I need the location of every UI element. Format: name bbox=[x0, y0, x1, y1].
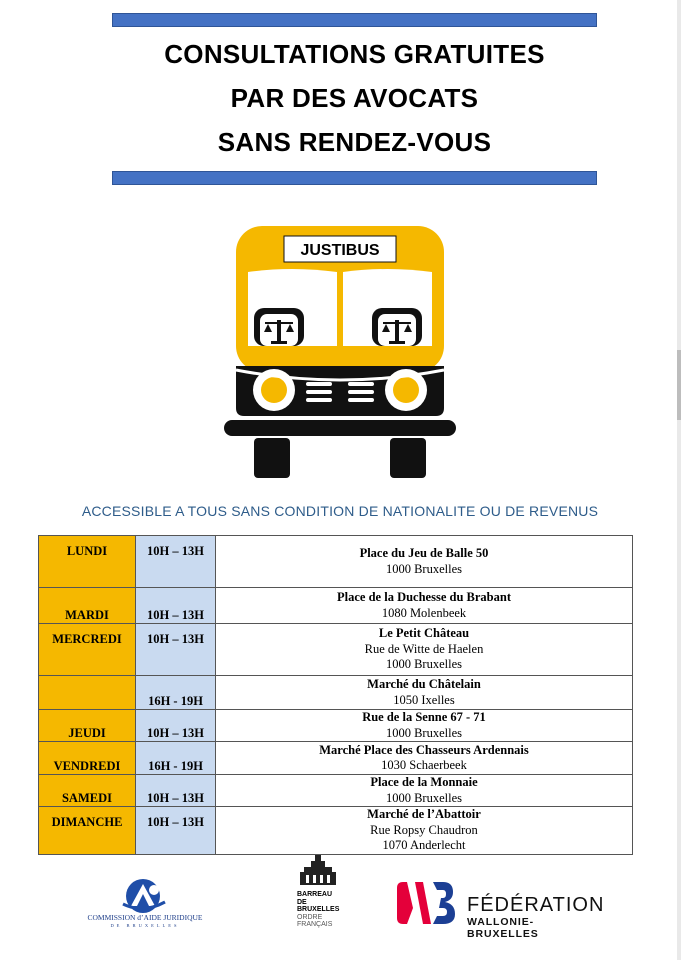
fwb-logo bbox=[393, 878, 605, 940]
grille-bar-2 bbox=[348, 382, 374, 386]
table-row bbox=[39, 676, 633, 710]
title-line-3: SANS RENDEZ-VOUS bbox=[217, 127, 492, 157]
place-name: Marché du Châtelain bbox=[367, 677, 481, 691]
address-line: 1050 Ixelles bbox=[393, 692, 455, 707]
scales-icon-right bbox=[372, 308, 422, 346]
address-line: 1000 Bruxelles bbox=[385, 725, 463, 740]
address-line: 1070 Anderlecht bbox=[382, 838, 466, 852]
day-cell: JEUDI bbox=[39, 710, 136, 742]
location-cell bbox=[216, 742, 633, 775]
caj-logo-text: COMMISSION d’AIDE JURIDIQUE bbox=[87, 913, 203, 922]
place-name: Place du Jeu de Balle 50 bbox=[359, 546, 489, 560]
caj-logo bbox=[85, 878, 205, 930]
scrollbar-thumb[interactable] bbox=[677, 350, 681, 420]
location-cell bbox=[216, 536, 633, 588]
location-cell bbox=[216, 624, 633, 676]
table-row bbox=[39, 742, 633, 775]
address-line: Rue Ropsy Chaudron bbox=[370, 822, 478, 837]
hours-cell: 10H – 13H bbox=[136, 536, 216, 588]
barreau-logo-text bbox=[297, 891, 339, 929]
barreau-line: ORDRE bbox=[297, 913, 323, 921]
hours-cell: 10H – 13H bbox=[136, 775, 216, 807]
address-line: 1000 Bruxelles bbox=[385, 657, 463, 672]
caj-logo-subtext: DE BRUXELLES bbox=[110, 923, 180, 928]
fwb-logo-line2: WALLONIE-BRUXELLES bbox=[467, 916, 539, 940]
location-cell bbox=[216, 710, 633, 742]
place-name: Marché Place des Chasseurs Ardennais bbox=[319, 742, 529, 757]
wheel-right bbox=[390, 438, 426, 478]
grille-bar-1 bbox=[306, 382, 332, 386]
day-cell bbox=[39, 676, 136, 710]
table-row bbox=[39, 807, 633, 855]
fwb-emblem-icon bbox=[393, 878, 457, 928]
place-name: Le Petit Château bbox=[378, 626, 470, 641]
bus-name-text: JUSTIBUS bbox=[300, 242, 380, 259]
scrollbar-track[interactable] bbox=[677, 0, 681, 960]
barreau-logo bbox=[294, 855, 354, 935]
day-cell: VENDREDI bbox=[39, 742, 136, 775]
hours-cell: 16H - 19H bbox=[136, 742, 216, 775]
place-name: Place de la Monnaie bbox=[370, 775, 478, 789]
location-cell bbox=[216, 775, 633, 807]
wheel-left bbox=[254, 438, 290, 478]
address-line: 1080 Molenbeek bbox=[381, 605, 467, 620]
place-name: Rue de la Senne 67 - 71 bbox=[362, 710, 486, 724]
barreau-line: BRUXELLES bbox=[297, 906, 340, 913]
place-name: Marché de l’Abattoir bbox=[367, 807, 481, 821]
address-line: 1000 Bruxelles bbox=[385, 790, 463, 805]
eligibility-subtitle: ACCESSIBLE A TOUS SANS CONDITION DE NATIONALITE OU DE REVENUS bbox=[81, 503, 599, 519]
header-rule-bottom bbox=[112, 171, 597, 185]
title-line-1: CONSULTATIONS GRATUITES bbox=[164, 39, 545, 69]
palace-icon bbox=[298, 855, 338, 887]
location-cell bbox=[216, 588, 633, 624]
schedule-table bbox=[38, 535, 633, 855]
table-row bbox=[39, 710, 633, 742]
day-cell: SAMEDI bbox=[39, 775, 136, 807]
page-title bbox=[112, 32, 597, 164]
hours-cell: 10H – 13H bbox=[136, 624, 216, 676]
table-row bbox=[39, 588, 633, 624]
day-cell: MARDI bbox=[39, 588, 136, 624]
day-cell: DIMANCHE bbox=[39, 807, 136, 855]
barreau-line: DE bbox=[297, 898, 307, 906]
address-line: 1030 Schaerbeek bbox=[381, 758, 467, 772]
table-row bbox=[39, 775, 633, 807]
caj-emblem-icon bbox=[85, 878, 205, 914]
hours-cell: 10H – 13H bbox=[136, 588, 216, 624]
header-rule-top bbox=[112, 13, 597, 27]
table-row bbox=[39, 624, 633, 676]
location-cell bbox=[216, 807, 633, 855]
day-cell: MERCREDI bbox=[39, 624, 136, 676]
address-line: Rue de Witte de Haelen bbox=[364, 641, 484, 656]
address-line: 1000 Bruxelles bbox=[385, 561, 463, 576]
bus-illustration bbox=[222, 224, 458, 486]
title-line-2: PAR DES AVOCATS bbox=[230, 83, 479, 113]
scales-icon-left bbox=[254, 308, 304, 346]
fwb-logo-line1: FÉDÉRATION bbox=[467, 894, 605, 916]
hours-cell: 16H - 19H bbox=[136, 676, 216, 710]
hours-cell: 10H – 13H bbox=[136, 807, 216, 855]
location-cell bbox=[216, 676, 633, 710]
barreau-line: BARREAU bbox=[297, 891, 332, 898]
table-row bbox=[39, 536, 633, 588]
hours-cell: 10H – 13H bbox=[136, 710, 216, 742]
day-cell: LUNDI bbox=[39, 536, 136, 588]
bus-bumper bbox=[224, 420, 456, 436]
barreau-line: FRANÇAIS bbox=[297, 921, 333, 928]
place-name: Place de la Duchesse du Brabant bbox=[337, 590, 511, 604]
